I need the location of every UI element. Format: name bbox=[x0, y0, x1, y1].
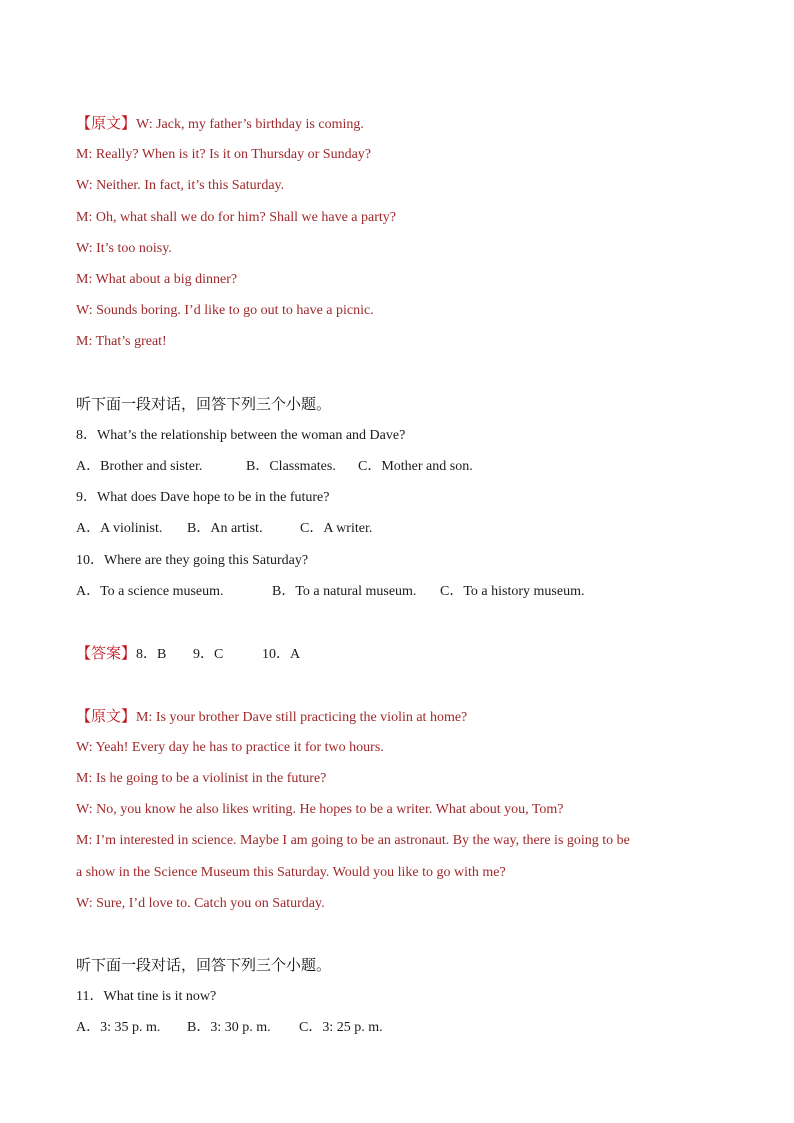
transcript-line: W: Sounds boring. I’d like to go out to have a picnic. bbox=[76, 303, 374, 319]
transcript-line: 【原文】W: Jack, my father’s birthday is coming. bbox=[76, 114, 364, 132]
option-a: A．To a science museum. bbox=[76, 583, 224, 599]
answer-line bbox=[76, 638, 720, 669]
option-c: C．To a history museum. bbox=[440, 583, 585, 599]
transcript-tag: 【原文】 bbox=[76, 706, 137, 725]
answer-10: 10．A bbox=[262, 647, 301, 663]
transcript-line: W: No, you know he also likes writing. He hopes to be a writer. What about you, Tom? bbox=[76, 802, 564, 818]
question-options bbox=[76, 513, 720, 544]
transcript-line: M: Is he going to be a violinist in the future? bbox=[76, 770, 327, 786]
transcript-line: W: Yeah! Every day he has to practice it for two hours. bbox=[76, 739, 384, 755]
answer-8: 8．B bbox=[136, 647, 167, 663]
option-c: C．3: 25 p. m. bbox=[299, 1020, 383, 1036]
transcript-tag: 【原文】 bbox=[76, 114, 137, 132]
answer-tag: 【答案】 bbox=[76, 644, 137, 663]
transcript-line: M: That’s great! bbox=[76, 334, 167, 350]
option-a: A．3: 35 p. m. bbox=[76, 1020, 161, 1036]
transcript-line: W: Sure, I’d love to. Catch you on Saturday. bbox=[76, 895, 325, 911]
transcript-line: M: What about a big dinner? bbox=[76, 271, 238, 287]
question-stem: 9．What does Dave hope to be in the future? bbox=[76, 490, 330, 506]
question-stem: 8．What’s the relationship between the woman and Dave? bbox=[76, 427, 406, 443]
option-b: B．3: 30 p. m. bbox=[187, 1020, 271, 1036]
answer-9: 9．C bbox=[193, 647, 224, 663]
transcript-line: M: I’m interested in science. Maybe I am going to be an astronaut. By the way, there is going to be bbox=[76, 833, 630, 849]
transcript-line: W: Neither. In fact, it’s this Saturday. bbox=[76, 178, 285, 194]
option-c: C．Mother and son. bbox=[358, 459, 473, 475]
option-a: A．Brother and sister. bbox=[76, 459, 203, 475]
option-b: B．An artist. bbox=[187, 521, 263, 537]
option-c: C．A writer. bbox=[300, 521, 373, 537]
transcript-line: M: Really? When is it? Is it on Thursday or Sunday? bbox=[76, 147, 371, 163]
document-page bbox=[76, 108, 720, 1044]
option-b: B．To a natural museum. bbox=[272, 583, 417, 599]
transcript-line: W: It’s too noisy. bbox=[76, 240, 172, 256]
option-b: B．Classmates. bbox=[246, 459, 336, 475]
question-options bbox=[76, 1012, 720, 1043]
question-options bbox=[76, 576, 720, 607]
transcript-line: M: Oh, what shall we do for him? Shall we have a party? bbox=[76, 209, 396, 225]
section-instruction: 听下面一段对话，回答下列三个小题。 bbox=[76, 956, 332, 975]
question-stem: 10．Where are they going this Saturday? bbox=[76, 552, 309, 568]
question-stem: 11．What tine is it now? bbox=[76, 989, 217, 1005]
transcript-line: 【原文】M: Is your brother Dave still practicing the violin at home? bbox=[76, 706, 468, 725]
question-options bbox=[76, 451, 720, 482]
option-a: A．A violinist. bbox=[76, 521, 163, 537]
transcript-line: a show in the Science Museum this Saturday. Would you like to go with me? bbox=[76, 864, 506, 880]
section-instruction: 听下面一段对话，回答下列三个小题。 bbox=[76, 394, 332, 413]
